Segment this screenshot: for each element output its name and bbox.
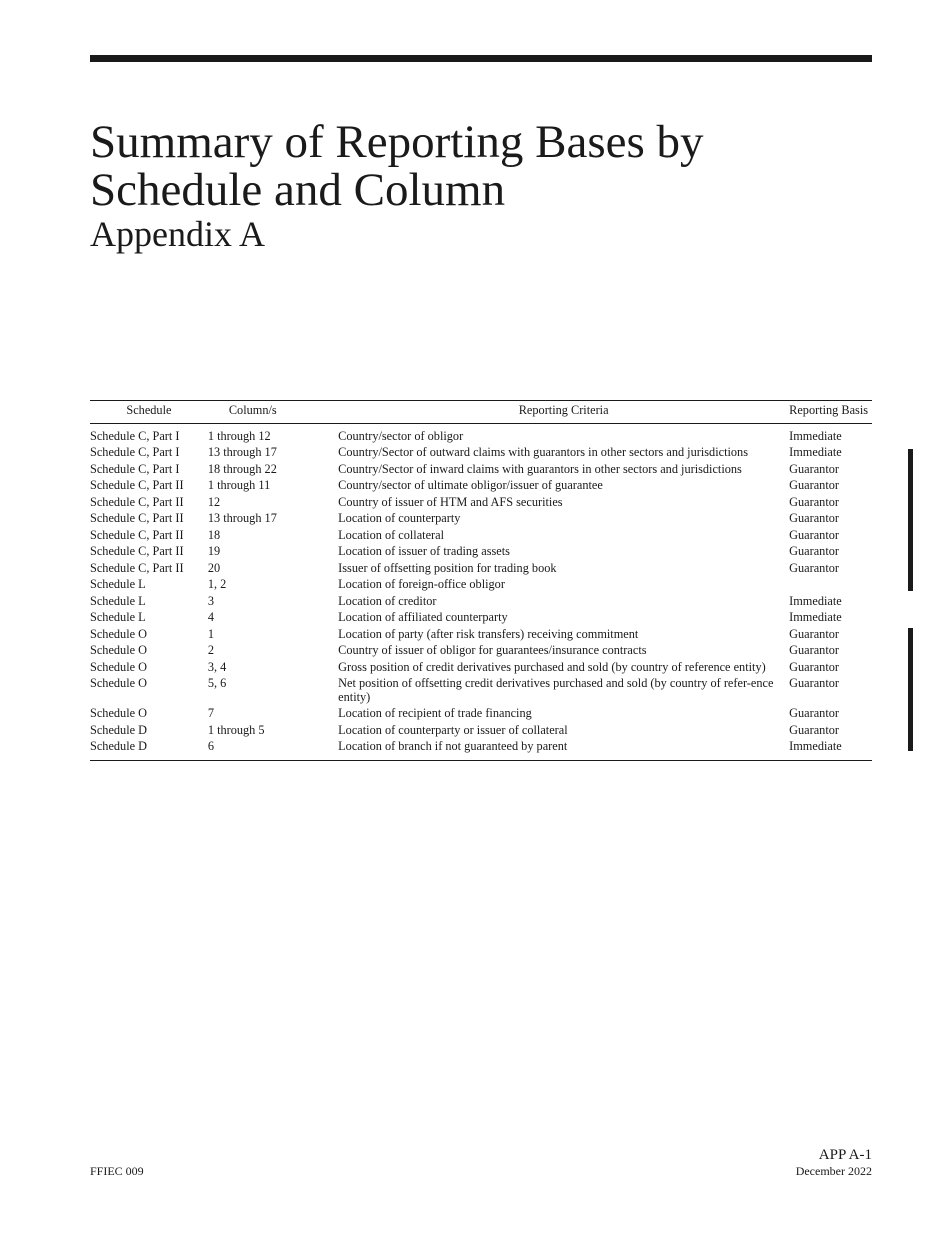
basis-cell: Immediate bbox=[789, 445, 842, 459]
columns-cell: 1 bbox=[207, 626, 214, 641]
basis-cell: Guarantor bbox=[789, 560, 839, 575]
columns-cell: 13 through 17 bbox=[207, 511, 277, 525]
header-schedule: Schedule bbox=[90, 401, 208, 424]
schedule-cell: Schedule C, Part I bbox=[90, 428, 180, 443]
criteria-cell: Country/Sector of inward claims with guarantors in other sectors and jurisdictions bbox=[338, 461, 742, 476]
table-row bbox=[90, 577, 872, 594]
columns-cell: 20 bbox=[207, 560, 221, 575]
columns-cell: 19 bbox=[207, 544, 221, 558]
appendix-subtitle: Appendix A bbox=[90, 214, 265, 254]
columns-cell: 4 bbox=[207, 610, 214, 624]
schedule-cell: Schedule C, Part II bbox=[90, 478, 184, 492]
columns-cell: 1 through 12 bbox=[207, 428, 271, 443]
columns-cell: 7 bbox=[207, 706, 214, 720]
table-row bbox=[90, 706, 872, 723]
criteria-cell: Country/Sector of outward claims with guarantors in other sectors and jurisdictions bbox=[338, 445, 748, 459]
table-row bbox=[90, 676, 872, 706]
criteria-cell: Location of recipient of trade financing bbox=[338, 706, 532, 720]
header-rule bbox=[90, 55, 872, 62]
table-row bbox=[90, 494, 872, 511]
table-row bbox=[90, 722, 872, 739]
basis-cell: Immediate bbox=[789, 739, 842, 753]
columns-cell: 18 bbox=[207, 527, 221, 542]
criteria-cell: Location of counterparty or issuer of collateral bbox=[338, 722, 568, 737]
basis-cell: Guarantor bbox=[789, 722, 839, 737]
criteria-cell: Location of collateral bbox=[338, 527, 445, 542]
table-row bbox=[90, 739, 872, 761]
schedule-cell: Schedule C, Part II bbox=[90, 527, 184, 542]
basis-cell: Guarantor bbox=[789, 643, 839, 657]
table-row bbox=[90, 659, 872, 676]
schedule-cell: Schedule O bbox=[90, 643, 148, 657]
schedule-cell: Schedule O bbox=[90, 626, 148, 641]
table-row bbox=[90, 560, 872, 577]
schedule-cell: Schedule C, Part II bbox=[90, 560, 184, 575]
criteria-cell: Location of party (after risk transfers) receiving commitment bbox=[338, 626, 639, 641]
revision-bar bbox=[908, 628, 913, 751]
schedule-cell: Schedule O bbox=[90, 706, 148, 720]
basis-cell: Guarantor bbox=[789, 511, 839, 525]
criteria-cell: Issuer of offsetting position for trading book bbox=[338, 560, 557, 575]
revision-date: December 2022 bbox=[795, 1164, 872, 1178]
basis-cell: Guarantor bbox=[789, 494, 839, 509]
schedule-cell: Schedule L bbox=[90, 593, 146, 608]
table-body bbox=[90, 423, 872, 760]
basis-cell: Guarantor bbox=[789, 676, 839, 690]
columns-cell: 12 bbox=[207, 494, 221, 509]
table-row bbox=[90, 511, 872, 528]
criteria-cell: Country of issuer of obligor for guarantees/insurance contracts bbox=[338, 643, 647, 657]
criteria-cell: Country of issuer of HTM and AFS securities bbox=[338, 494, 563, 509]
table-row bbox=[90, 461, 872, 478]
criteria-cell: Net position of offsetting credit derivatives purchased and sold (by country of refer-ence entity) bbox=[338, 676, 774, 704]
table-row bbox=[90, 626, 872, 643]
table-row bbox=[90, 423, 872, 445]
criteria-cell: Country/sector of obligor bbox=[338, 428, 464, 443]
table-row bbox=[90, 593, 872, 610]
schedule-cell: Schedule C, Part II bbox=[90, 511, 184, 525]
page-title bbox=[90, 118, 872, 214]
table-header-row bbox=[90, 401, 872, 424]
columns-cell: 1 through 5 bbox=[207, 722, 265, 737]
criteria-cell: Country/sector of ultimate obligor/issuer of guarantee bbox=[338, 478, 603, 492]
schedule-cell: Schedule C, Part I bbox=[90, 461, 180, 476]
basis-cell: Guarantor bbox=[789, 544, 839, 558]
table-row bbox=[90, 445, 872, 462]
schedule-cell: Schedule C, Part II bbox=[90, 544, 184, 558]
criteria-cell: Location of counterparty bbox=[338, 511, 461, 525]
schedule-cell: Schedule C, Part II bbox=[90, 494, 184, 509]
basis-cell: Immediate bbox=[789, 593, 842, 608]
schedule-cell: Schedule O bbox=[90, 659, 148, 674]
schedule-cell: Schedule L bbox=[90, 610, 146, 624]
header-columns: Column/s bbox=[208, 401, 338, 424]
criteria-cell: Location of creditor bbox=[338, 593, 437, 608]
columns-cell: 3, 4 bbox=[207, 659, 227, 674]
schedule-cell: Schedule C, Part I bbox=[90, 445, 180, 459]
schedule-cell: Schedule D bbox=[90, 739, 148, 753]
basis-cell: Guarantor bbox=[789, 461, 839, 476]
criteria-cell: Location of foreign-office obligor bbox=[338, 577, 505, 591]
table-row bbox=[90, 478, 872, 495]
table-row bbox=[90, 527, 872, 544]
basis-cell bbox=[789, 577, 872, 594]
header-reporting-criteria: Reporting Criteria bbox=[338, 401, 789, 424]
revision-bar bbox=[908, 449, 913, 591]
table-row bbox=[90, 610, 872, 627]
criteria-cell: Gross position of credit derivatives purchased and sold (by country of reference entity) bbox=[338, 659, 766, 674]
reporting-bases-table bbox=[90, 400, 872, 761]
header-reporting-basis: Reporting Basis bbox=[789, 401, 872, 424]
basis-cell: Immediate bbox=[789, 428, 842, 443]
page-title-line-2: Schedule and Column bbox=[90, 164, 506, 216]
page-footer bbox=[796, 1147, 872, 1178]
columns-cell: 1, 2 bbox=[207, 577, 227, 591]
table-row bbox=[90, 643, 872, 660]
criteria-cell: Location of issuer of trading assets bbox=[338, 544, 510, 558]
page-title-line-1: Summary of Reporting Bases by bbox=[90, 116, 704, 168]
basis-cell: Guarantor bbox=[789, 659, 839, 674]
columns-cell: 1 through 11 bbox=[207, 478, 271, 492]
schedule-cell: Schedule L bbox=[90, 577, 146, 591]
columns-cell: 3 bbox=[207, 593, 214, 608]
criteria-cell: Location of branch if not guaranteed by parent bbox=[338, 739, 568, 753]
form-number: FFIEC 009 bbox=[90, 1164, 144, 1178]
basis-cell: Immediate bbox=[789, 610, 842, 624]
basis-cell: Guarantor bbox=[789, 478, 839, 492]
basis-cell: Guarantor bbox=[789, 706, 839, 720]
columns-cell: 13 through 17 bbox=[207, 445, 277, 459]
columns-cell: 2 bbox=[207, 643, 214, 657]
basis-cell: Guarantor bbox=[789, 527, 839, 542]
schedule-cell: Schedule D bbox=[90, 722, 148, 737]
criteria-cell: Location of affiliated counterparty bbox=[338, 610, 508, 624]
columns-cell: 6 bbox=[207, 739, 214, 753]
schedule-cell: Schedule O bbox=[90, 676, 148, 690]
columns-cell: 18 through 22 bbox=[207, 461, 277, 476]
page-number: APP A-1 bbox=[818, 1147, 872, 1163]
table-row bbox=[90, 544, 872, 561]
basis-cell: Guarantor bbox=[789, 626, 839, 641]
columns-cell: 5, 6 bbox=[207, 676, 227, 690]
